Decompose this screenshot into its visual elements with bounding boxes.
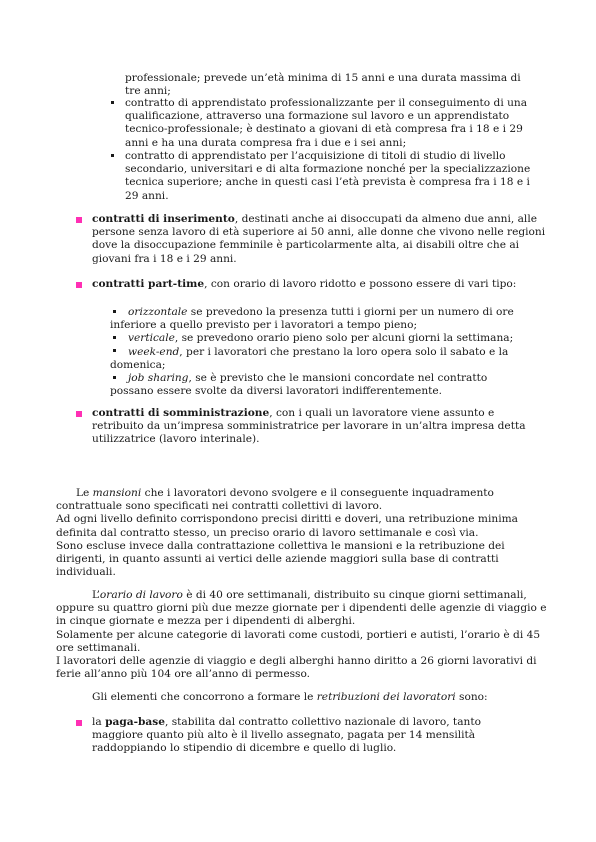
mansioni-line-3: Sono escluse invece dalla contrattazione collettiva le mansioni e la retribuzione dei dirigenti, in quanto assunti ai vertici delle aziende maggiori sulla base di contratti individuali. — [56, 539, 505, 579]
term-orario-lavoro: orario di lavoro — [99, 589, 183, 601]
part-time-type-week-end — [110, 346, 520, 372]
list-item-apprendistato-professionalizzante: contratto di apprendistato professionalizzante per il conseguimento di una qualificazione, attraverso una formazione sul lavoro e un apprendistato tecnico-professionale; è destinato a giovani di età compresa fra i 18 e i 29 anni e ha una durata compresa fra i due e i sei anni; — [125, 97, 528, 149]
text-paga-base: , stabilita dal contratto collettivo nazionale di lavoro, tanto maggiore quanto più alto è il livello assegnato, pagata per 14 mensilità raddoppiando lo stipendio di dicembre e quello di luglio. — [92, 716, 481, 755]
term-contratti-part-time: contratti part-time — [92, 278, 205, 290]
paragraph-paga-base — [92, 716, 522, 756]
text-verticale: , se prevedono orario pieno solo per alcuni giorni la settimana; — [174, 332, 514, 345]
list-item-apprendistato-titoli: contratto di apprendistato per l’acquisizione di titoli di studio di livello secondario, universitari e di alta formazione nonché per la specializzazione tecnica superiore; anche in questi casi l’età prevista è compresa fra i 18 e i 29 anni. — [125, 150, 531, 202]
pink-bullet-icon — [76, 411, 82, 417]
mansioni-pre: Le — [76, 487, 93, 499]
orario-line-2: Solamente per alcune categorie di lavorati come custodi, portieri e autisti, l’orario è di 45 ore settimanali. — [56, 628, 541, 654]
orario-line-1 — [56, 589, 548, 629]
paragraph-retribuzioni-intro — [92, 691, 548, 704]
square-bullet-icon — [111, 154, 114, 157]
mansioni-post: che i lavoratori devono svolgere e il conseguente inquadramento contrattuale sono specificati nei contratti collettivi di lavoro. — [56, 487, 494, 513]
paragraph-mansioni — [56, 487, 546, 579]
term-mansioni: mansioni — [92, 487, 142, 499]
term-week-end: week-end — [128, 345, 180, 358]
text-week-end: , per i lavoratori che prestano la loro opera solo il sabato e la domenica; — [110, 345, 509, 371]
term-contratti-inserimento: contratti di inserimento — [92, 213, 235, 225]
term-retribuzioni: retribuzioni dei lavoratori — [316, 691, 456, 703]
paragraph-orario-lavoro — [56, 589, 548, 681]
paragraph-contratti-part-time — [92, 278, 546, 291]
retribuzioni-post: sono: — [455, 691, 488, 703]
term-orizzontale: orizzontale — [128, 306, 188, 318]
part-time-type-orizzontale — [110, 306, 520, 332]
list-item-continuation: professionale; prevede un’età minima di 15 anni e una durata massima di tre anni; — [125, 72, 521, 98]
part-time-type-verticale — [110, 332, 520, 345]
text-orizzontale: se prevedono la presenza tutti i giorni per un numero di ore inferiore a quello previsto per i lavoratori a tempo pieno; — [110, 306, 514, 332]
pink-bullet-icon — [76, 282, 82, 288]
part-time-types-list — [110, 306, 520, 398]
pink-bullet-icon — [76, 720, 82, 726]
text-contratti-part-time: , con orario di lavoro ridotto e possono essere di vari tipo: — [204, 278, 517, 290]
square-bullet-icon — [111, 101, 114, 104]
part-time-type-job-sharing — [110, 372, 520, 398]
pink-bullet-icon — [76, 217, 82, 223]
retribuzioni-pre: Gli elementi che concorrono a formare le — [92, 691, 317, 703]
paragraph-contratti-inserimento — [92, 213, 546, 266]
orario-post: è di 40 ore settimanali, distribuito su cinque giorni settimanali, oppure su quattro giorni più due mezze giornate per i dipendenti delle agenzie di viaggio e in cinque giornate e mezza per i dipendenti di alberghi. — [56, 589, 547, 628]
term-job-sharing: job sharing — [128, 372, 189, 385]
text-job-sharing: , se è previsto che le mansioni concordate nel contratto possano essere svolte da diversi lavoratori indifferentemente. — [110, 372, 488, 398]
mansioni-line-2: Ad ogni livello definito corrispondono precisi diritti e doveri, una retribuzione minima definita dal contratto stesso, un preciso orario di lavoro settimanale e così via. — [56, 513, 518, 539]
paragraph-contratti-somministrazione — [92, 407, 532, 447]
term-verticale: verticale — [128, 332, 175, 345]
term-paga-base: paga-base — [105, 716, 165, 728]
paga-base-pre: la — [92, 716, 106, 728]
orario-line-3: I lavoratori delle agenzie di viaggio e degli alberghi hanno diritto a 26 giorni lavorativi di ferie all’anno più 104 ore all’anno di permesso. — [56, 655, 537, 681]
text-contratti-inserimento: , destinati anche ai disoccupati da almeno due anni, alle persone senza lavoro di età superiore ai 50 anni, alle donne che vivono nelle regioni dove la disoccupazione femminile è particolarmente alta, ai disabili oltre che ai giovani fra i 18 e i 29 anni. — [92, 213, 546, 265]
orario-pre: L’ — [92, 589, 100, 601]
mansioni-line-1 — [56, 487, 546, 513]
text-contratti-somministrazione: , con i quali un lavoratore viene assunto e retribuito da un’impresa somministratrice per lavorare in un’altra impresa detta utilizzatrice (lavoro interinale). — [92, 407, 526, 446]
term-contratti-somministrazione: contratti di somministrazione — [92, 407, 270, 419]
